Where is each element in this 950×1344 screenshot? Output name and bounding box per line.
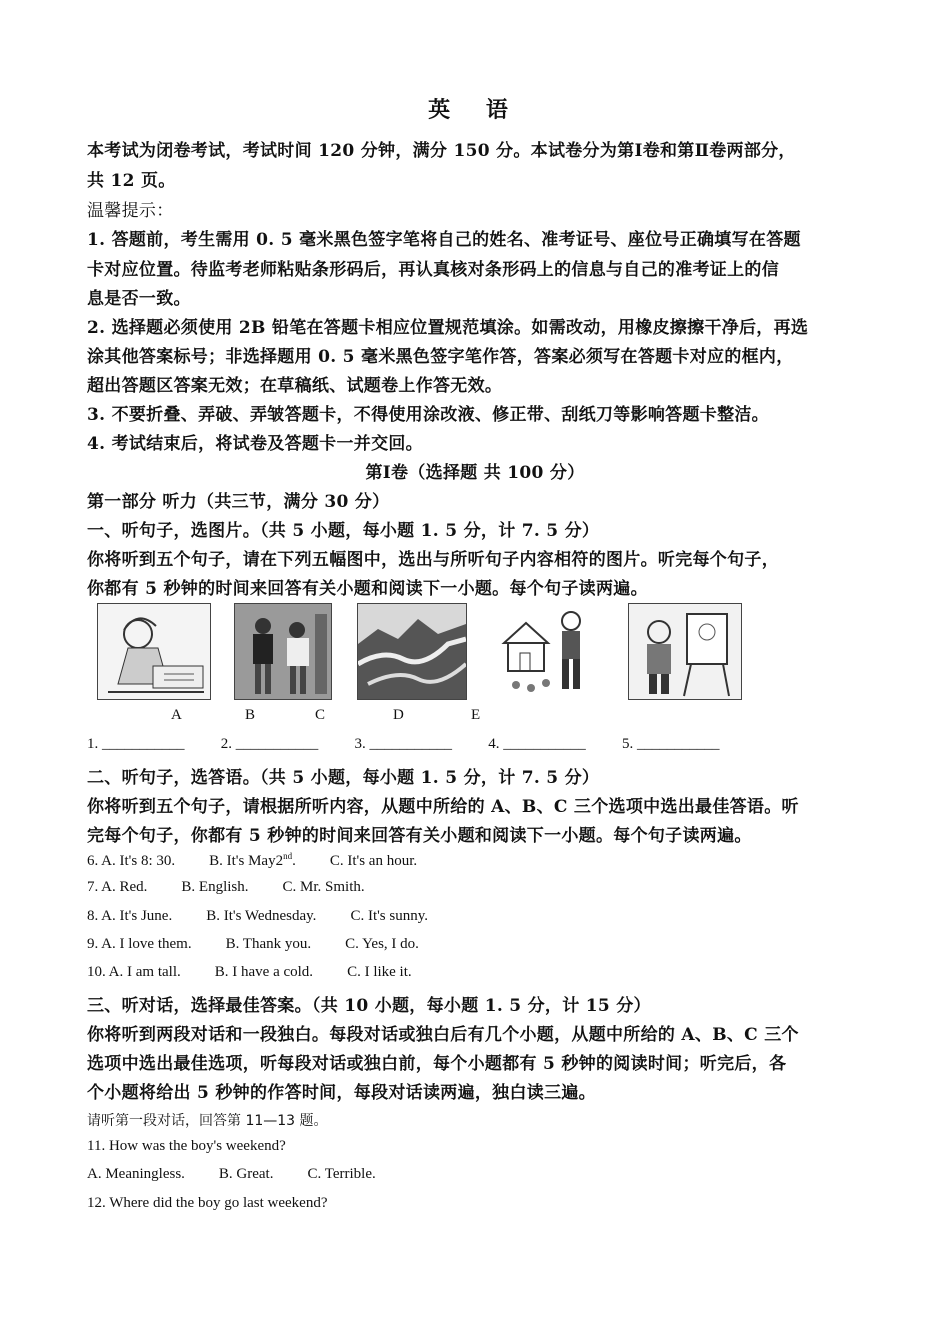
intro-line: 本考试为闭卷考试，考试时间 120 分钟，满分 150 分。本试卷分为第Ⅰ卷和第Ⅱ卷两部分， [87,141,796,161]
question-row [87,851,417,870]
option-c: C. It's an hour. [329,853,418,869]
option-a: 6. A. It's 8: 30. [87,853,176,869]
intro-line: 息是否一致。 [87,289,191,309]
intro-line: 4. 考试结束后，将试卷及答题卡一并交回。 [87,434,423,454]
answer-blank-4[interactable]: 4. ___________ [488,736,586,752]
picture-c-great-wall [357,603,467,700]
section3-title: 三、听对话，选择最佳答案。（共 10 小题，每小题 1. 5 分，计 15 分） [87,996,651,1016]
section3-desc: 你将听到两段对话和一段独白。每段对话或独白后有几个小题，从题中所给的 A、B、C 三个 [87,1025,799,1045]
page-title: 英 语 [428,97,522,123]
option-a: A. Meaningless. [87,1166,185,1182]
picture-label-d: D [393,707,404,723]
volume-title: 第Ⅰ卷（选择题 共 100 分） [365,463,585,483]
question-11: 11. How was the boy's weekend? [87,1138,286,1154]
option-b: B. Thank you. [225,936,312,952]
intro-line: 3. 不要折叠、弄破、弄皱答题卡，不得使用涂改液、修正带、刮纸刀等影响答题卡整洁。 [87,405,769,425]
section1-desc: 你都有 5 秒钟的时间来回答有关小题和阅读下一小题。每个句子读两遍。 [87,579,648,599]
question-row [87,908,428,925]
section2-desc: 完每个句子，你都有 5 秒钟的时间来回答有关小题和阅读下一小题。每个句子读两遍。 [87,826,752,846]
option-a: 8. A. It's June. [87,908,173,924]
picture-label-c: C [315,707,326,723]
answer-blank-5[interactable]: 5. ___________ [622,736,720,752]
intro-line: 超出答题区答案无效；在草稿纸、试题卷上作答无效。 [87,376,503,396]
option-a: 10. A. I am tall. [87,964,181,980]
question-12: 12. Where did the boy go last weekend? [87,1195,328,1211]
option-c: C. Yes, I do. [345,936,419,952]
section2-title: 二、听句子，选答语。（共 5 小题，每小题 1. 5 分，计 7. 5 分） [87,768,600,788]
intro-line: 共 12 页。 [87,171,176,191]
picture-a-girl-writing [97,603,211,700]
question-row [87,936,419,953]
option-c: C. Terrible. [307,1166,376,1182]
option-b: B. It's Wednesday. [206,908,317,924]
option-b: B. English. [181,879,249,895]
option-b: B. I have a cold. [214,964,314,980]
intro-line: 涂其他答案标号；非选择题用 0. 5 毫米黑色签字笔作答，答案必须写在答题卡对应的框内， [87,347,794,367]
option-b: B. It's May2nd. [209,851,296,869]
picture-b-people-walking [234,603,332,700]
answer-blank-1[interactable]: 1. ___________ [87,736,185,752]
picture-e-boy-painting [628,603,742,700]
picture-label-a: A [171,707,182,723]
tips-heading: 温馨提示： [87,201,174,221]
section3-desc: 个小题将给出 5 秒钟的作答时间，每段对话读两遍，独白读三遍。 [87,1083,596,1103]
intro-line: 1. 答题前，考生需用 0. 5 毫米黑色签字笔将自己的姓名、准考证号、座位号正确填写在答题 [87,230,801,250]
option-a: 9. A. I love them. [87,936,192,952]
answer-blank-2[interactable]: 2. ___________ [220,736,319,752]
part1-title: 第一部分 听力（共三节，满分 30 分） [87,492,390,512]
dialog-instruction: 请听第一段对话，回答第 11—13 题。 [87,1113,328,1129]
option-a: 7. A. Red. [87,879,148,895]
option-c: C. I like it. [347,964,412,980]
section3-desc: 选项中选出最佳选项，听每段对话或独白前，每个小题都有 5 秒钟的阅读时间；听完后，各 [87,1054,787,1074]
intro-line: 卡对应位置。待监考老师粘贴条形码后，再认真核对条形码上的信息与自己的准考证上的信 [87,260,779,280]
option-b: B. Great. [218,1166,274,1182]
answer-blank-3[interactable]: 3. ___________ [354,736,452,752]
option-c: C. It's sunny. [350,908,429,924]
question-row [87,879,365,896]
question-row [87,1166,376,1183]
intro-line: 2. 选择题必须使用 2B 铅笔在答题卡相应位置规范填涂。如需改动，用橡皮擦擦干净后，再选 [87,318,809,338]
section2-desc: 你将听到五个句子，请根据所听内容，从题中所给的 A、B、C 三个选项中选出最佳答语。听 [87,797,799,817]
section1-desc: 你将听到五个句子，请在下列五幅图中，选出与所听句子内容相符的图片。听完每个句子， [87,550,779,570]
option-c: C. Mr. Smith. [282,879,365,895]
question-row [87,964,412,981]
picture-label-b: B [245,707,256,723]
picture-label-e: E [471,707,481,723]
section1-title: 一、听句子，选图片。（共 5 小题，每小题 1. 5 分，计 7. 5 分） [87,521,600,541]
picture-d-boy-watering-flowers [496,603,596,698]
